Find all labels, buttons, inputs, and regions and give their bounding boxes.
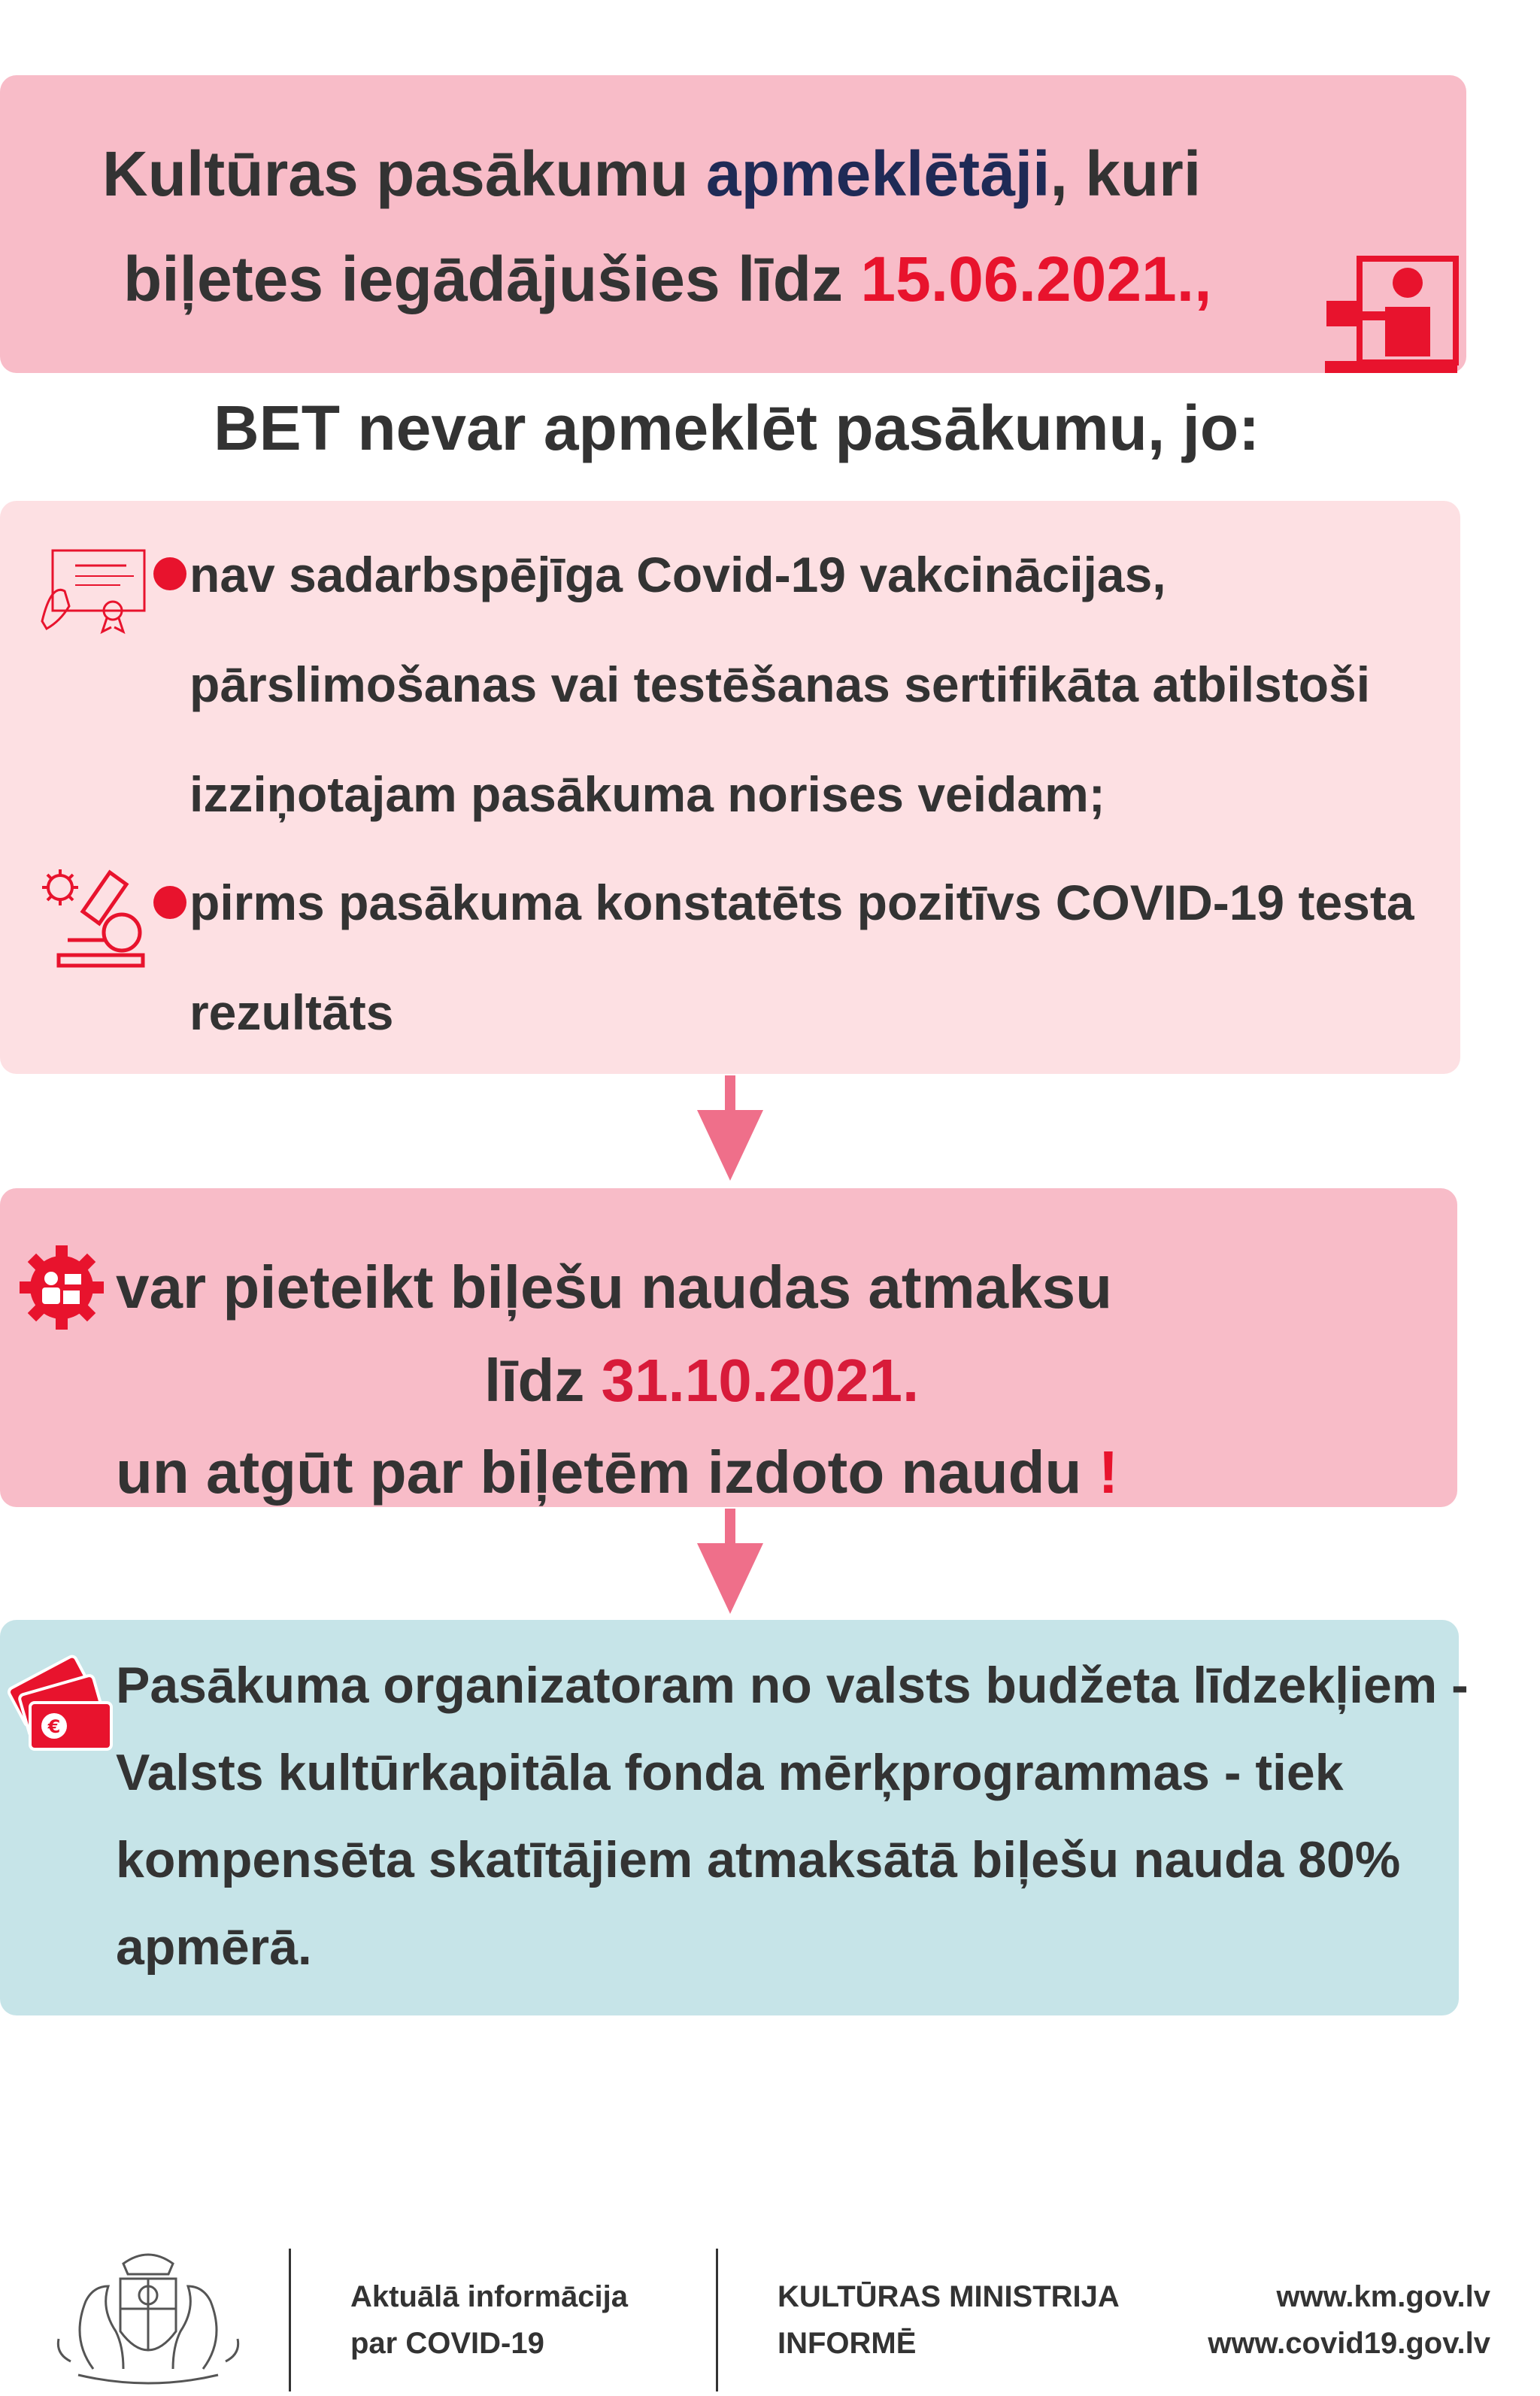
footer-info-line-2: par COVID-19: [350, 2327, 544, 2360]
compensation-line-1: Pasākuma organizatoram no valsts budžeta līdzekļiem -: [116, 1657, 1469, 1714]
footer-info-line-1: Aktuālā informācija: [350, 2280, 629, 2313]
header-date: 15.06.2021.,: [860, 244, 1212, 314]
microscope-virus-icon: [38, 865, 150, 970]
gear-people-icon: [18, 1244, 105, 1331]
compensation-line-2: Valsts kultūrkapitāla fonda mērķprogrammas - tiek: [116, 1744, 1344, 1801]
arrow-1-shaft: [725, 1075, 735, 1112]
euro-cards-icon: [3, 1642, 116, 1754]
svg-text:€: €: [47, 1716, 61, 1737]
refund-line-2: [484, 1339, 919, 1423]
condition-2-line-2: rezultāts: [189, 984, 394, 1040]
latvia-coat-of-arms-icon: [48, 2241, 248, 2388]
header-line-2: [123, 238, 1211, 320]
condition-1-line-3: izziņotajam pasākuma norises veidam;: [189, 766, 1105, 822]
arrow-2-shaft: [725, 1509, 735, 1545]
compensation-line-4: apmērā.: [116, 1918, 312, 1976]
condition-1-line-2: pārslimošanas vai testēšanas sertifikāta atbilstoši: [189, 657, 1371, 712]
certificate-icon: [38, 546, 150, 636]
condition-1-line-1: nav sadarbspējīga Covid-19 vakcinācijas,: [189, 547, 1166, 602]
footer-divider-1: [289, 2249, 291, 2391]
header-text-1a: Kultūras pasākumu: [102, 138, 706, 209]
footer-divider-2: [716, 2249, 718, 2391]
header-highlight-visitors: apmeklētāji: [705, 138, 1050, 209]
refund-text-until: līdz: [484, 1347, 602, 1414]
header-text-2a: biļetes iegādājušies līdz: [123, 244, 861, 314]
arrow-1-head: [697, 1110, 763, 1181]
footer-url-km[interactable]: www.km.gov.lv: [1276, 2280, 1490, 2313]
refund-line-3: [116, 1430, 1118, 1515]
footer-ministry-line-1: KULTŪRAS MINISTRIJA: [778, 2280, 1120, 2313]
bullet-dot-1: [153, 557, 186, 590]
refund-exclamation: !: [1098, 1439, 1119, 1506]
cashier-person-icon: [1320, 254, 1460, 378]
refund-date: 31.10.2021.: [601, 1347, 920, 1414]
footer-url-covid19[interactable]: www.covid19.gov.lv: [1208, 2327, 1490, 2360]
header-line-1: [102, 132, 1201, 215]
header-panel: [0, 75, 1466, 373]
refund-text-recover: un atgūt par biļetēm izdoto naudu: [116, 1439, 1099, 1506]
refund-line-1: var pieteikt biļešu naudas atmaksu: [116, 1254, 1112, 1321]
condition-2-line-1: pirms pasākuma konstatēts pozitīvs COVID-19 testa: [189, 875, 1414, 930]
footer-ministry-line-2: INFORMĒ: [778, 2327, 917, 2360]
compensation-line-3: kompensēta skatītājiem atmaksātā biļešu nauda 80%: [116, 1831, 1401, 1888]
header-text-1c: , kuri: [1050, 138, 1202, 209]
bullet-dot-2: [153, 886, 186, 919]
arrow-2-head: [697, 1543, 763, 1614]
subheading: BET nevar apmeklēt pasākumu, jo:: [214, 393, 1260, 463]
